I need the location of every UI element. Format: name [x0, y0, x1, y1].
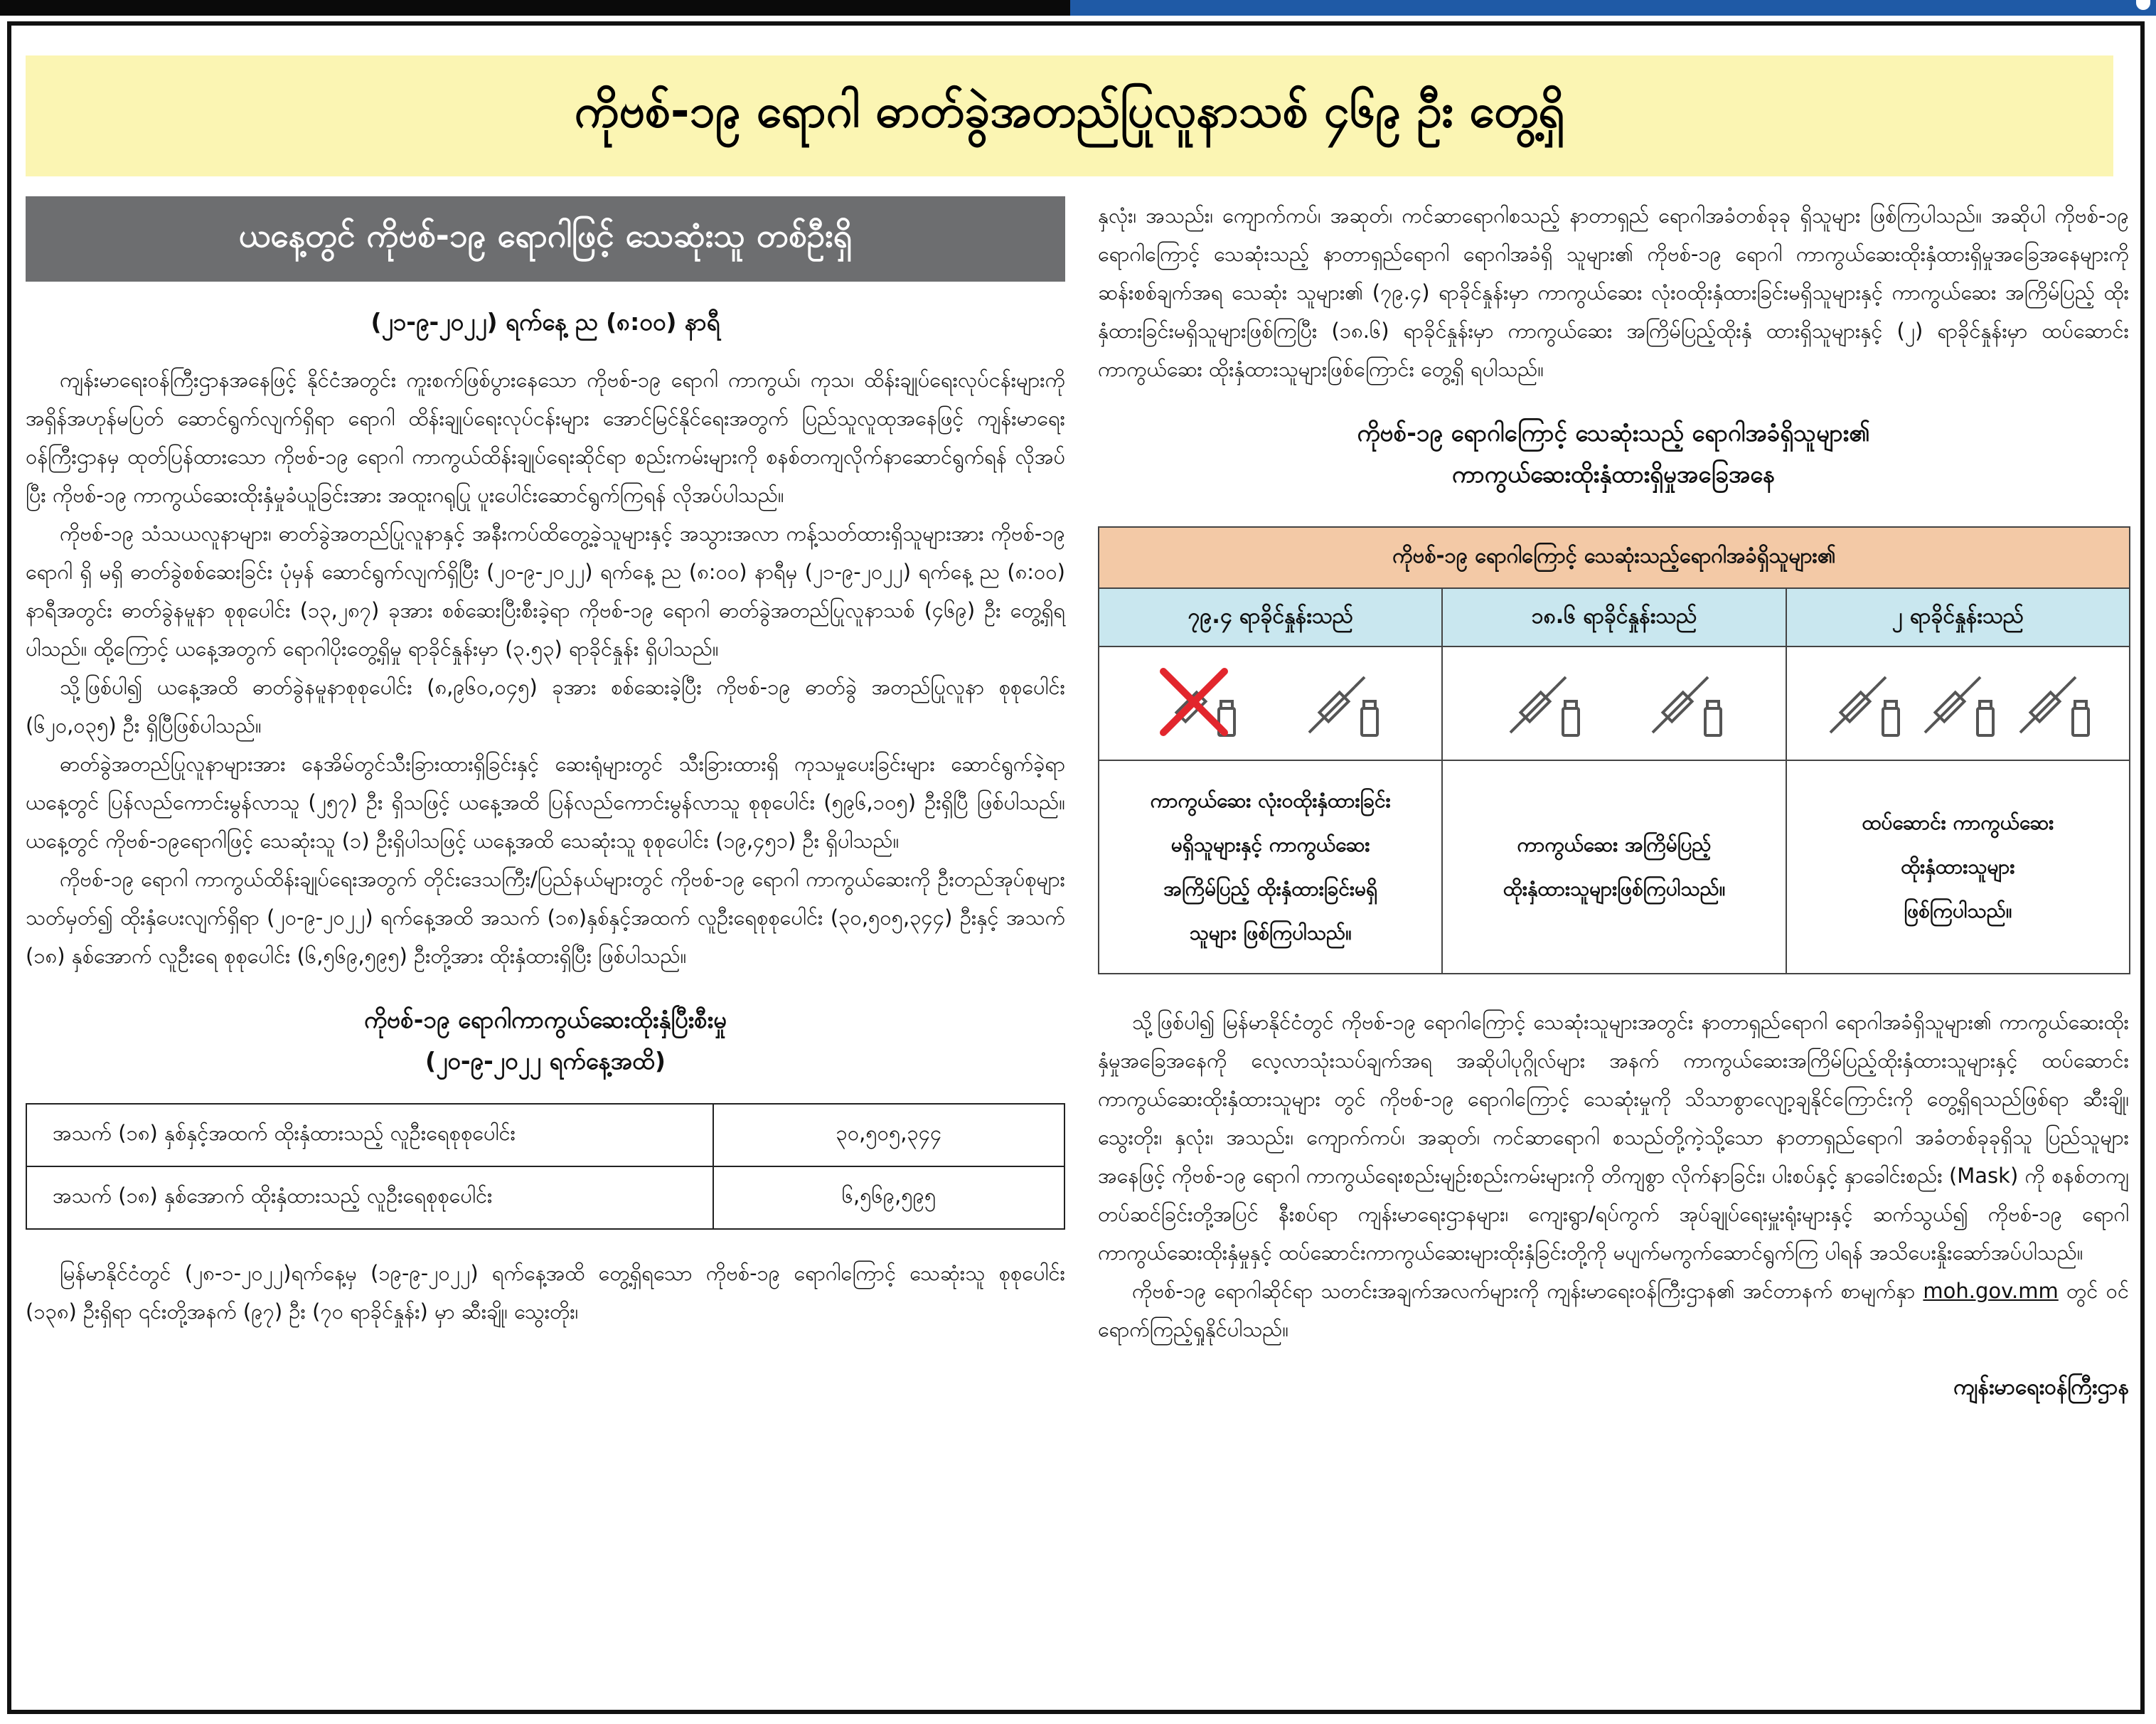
conclusion-paragraph: သို့ဖြစ်ပါ၍ မြန်မာနိုင်ငံတွင် ကိုဗစ်-၁၉ ရောဂါကြောင့် သေဆုံးသူများအတွင်း နာတာရှည်ရောဂါ ရောဂါအခံရှိသူများ၏ ကာကွယ်ဆေးထိုးနှံမှုအခြေအနေကို လေ့လာသုံးသပ်ချက်အရ အဆိုပါပုဂ္ဂိုလ်များ အနက် ကာကွယ်ဆေးအကြိမ်ပြည့်ထိုးနှံထားသူများနှင့် ထပ်ဆောင်းကာကွယ်ဆေးထိုးနှံထားသူများ တွင် ကိုဗစ်-၁၉ ရောဂါကြောင့် သေဆုံးမှုကို သိသာစွာလျော့ချနိုင်ကြောင်းကို တွေ့ရှိရသည်ဖြစ်ရာ ဆီးချို၊ သွေးတိုး၊ နှလုံး၊ အသည်း၊ ကျောက်ကပ်၊ အဆုတ်၊ ကင်ဆာရောဂါ စသည်တို့ကဲ့သို့သော နာတာရှည်ရောဂါ အခံတစ်ခုခုရှိသူ ပြည်သူများအနေဖြင့် ကိုဗစ်-၁၉ ရောဂါ ကာကွယ်ရေးစည်းမျဉ်းစည်းကမ်းများကို တိကျစွာ လိုက်နာခြင်း၊ ပါးစပ်နှင့် နှာခေါင်းစည်း (Mask) ကို စနစ်တကျတပ်ဆင်ခြင်းတို့အပြင် နီးစပ်ရာ ကျန်းမာရေးဌာနများ၊ ကျေးရွာ/ရပ်ကွက် အုပ်ချုပ်ရေးမှူးရုံးများနှင့် ဆက်သွယ်၍ ကိုဗစ်-၁၉ ရောဂါ ကာကွယ်ဆေးထိုးနှံမှုနှင့် ထပ်ဆောင်းကာကွယ်ဆေးများထိုးနှံခြင်းတို့ကို မပျက်မကွက်ဆောင်ရွက်ကြ ပါရန် အသိပေးနှိုးဆော်အပ်ပါသည်။: [1098, 1010, 2129, 1265]
description-line: ထိုးနှံထားသူများ: [1901, 855, 2015, 878]
vaccination-table: [26, 1103, 1065, 1230]
icon-row: [1099, 646, 2129, 760]
closing-paragraph: မြန်မာနိုင်ငံတွင် (၂၈-၁-၂၀၂၂)ရက်နေ့မှ (၁၉-၉-၂၀၂၂) ရက်နေ့အထိ တွေ့ရှိရသော ကိုဗစ်-၁၉ ရောဂါကြောင့် သေဆုံးသူ စုစုပေါင်း (၁၃၈) ဦးရှိရာ ၎င်းတို့အနက် (၉၇) ဦး (၇၀ ရာခိုင်နှုန်း) မှာ ဆီးချို၊ သွေးတိုး၊: [26, 1261, 1065, 1324]
syringe-icon: [1299, 664, 1384, 743]
row-value: ၃၀,၅၀၅,၃၄၄: [713, 1104, 1064, 1166]
signature: ကျန်းမာရေးဝန်ကြီးဌာန: [1953, 1375, 2129, 1400]
row-label: အသက် (၁၈) နှစ်နှင့်အထက် ထိုးနှံထားသည့် လူဦးရေစုစုပေါင်း: [26, 1104, 713, 1166]
moh-website-link[interactable]: moh.gov.mm: [1923, 1279, 2059, 1303]
info-paragraph: [1098, 1272, 2129, 1348]
section-title: [1098, 413, 2129, 495]
paragraph: သို့ဖြစ်ပါ၍ ယနေ့အထိ ဓာတ်ခွဲနမူနာစုစုပေါင်း (၈,၉၆၀,၀၄၅) ခုအား စစ်ဆေးခဲ့ပြီး ကိုဗစ်-၁၉ ဓာတ်ခွဲ အတည်ပြုလူနာ စုစုပေါင်း (၆၂၀,၀၃၅) ဦး ရှိပြီဖြစ်ပါသည်။: [26, 675, 1065, 738]
description-line: အကြိမ်ပြည့် ထိုးနှံထားခြင်းမရှိ: [1163, 877, 1378, 900]
vaccine-table-title: [26, 999, 1065, 1082]
description-line: ထပ်ဆောင်း ကာကွယ်ဆေး: [1862, 811, 2054, 834]
info-text-before: ကိုဗစ်-၁၉ ရောဂါဆိုင်ရာ သတင်းအချက်အလက်များကို ကျန်းမာရေးဝန်ကြီးဌာန၏ အင်တာနက် စာမျက်နှာ: [1132, 1279, 1923, 1303]
paragraph: ကျန်းမာရေးဝန်ကြီးဌာနအနေဖြင့် နိုင်ငံအတွင်း ကူးစက်ဖြစ်ပွားနေသော ကိုဗစ်-၁၉ ရောဂါ ကာကွယ်၊ ကုသ၊ ထိန်းချုပ်ရေးလုပ်ငန်းများကို အရှိန်အဟုန်မပြတ် ဆောင်ရွက်လျက်ရှိရာ ရောဂါ ထိန်းချုပ်ရေးလုပ်ငန်းများ အောင်မြင်နိုင်ရေးအတွက် ပြည်သူလူထုအနေဖြင့် ကျန်းမာရေးဝန်ကြီးဌာနမှ ထုတ်ပြန်ထားသော ကိုဗစ်-၁၉ ရောဂါ ကာကွယ်ထိန်းချုပ်ရေးဆိုင်ရာ စည်းကမ်းများကို စနစ်တကျလိုက်နာဆောင်ရွက်ရန် လိုအပ်ပြီး ကိုဗစ်-၁၉ ကာကွယ်ဆေးထိုးနှံမှုခံယူခြင်းအား အထူးဂရုပြု ပူးပေါင်းဆောင်ရွက်ကြရန် လိုအပ်ပါသည်။: [26, 368, 1065, 507]
description-line: ကာကွယ်ဆေး အကြိမ်ပြည့်: [1517, 833, 1712, 856]
syringe-icon: [1915, 664, 2000, 743]
description-cell: [1787, 760, 2129, 973]
icon-cell: [1787, 646, 2129, 760]
top-blue-bar: [1070, 0, 2156, 16]
table-row: [26, 1166, 1064, 1229]
icon-cell: [1443, 646, 1786, 760]
paragraph: ကိုဗစ်-၁၉ ရောဂါ ကာကွယ်ထိန်းချုပ်ရေးအတွက် တိုင်းဒေသကြီး/ပြည်နယ်များတွင် ကိုဗစ်-၁၉ ရောဂါ ကာကွယ်ဆေးကို ဦးတည်အုပ်စုများသတ်မှတ်၍ ထိုးနှံပေးလျက်ရှိရာ (၂၀-၉-၂၀၂၂) ရက်နေ့အထိ အသက် (၁၈)နှစ်နှင့်အထက် လူဦးရေစုစုပေါင်း (၃၀,၅၀၅,၃၄၄) ဦးနှင့် အသက် (၁၈) နှစ်အောက် လူဦးရေ စုစုပေါင်း (၆,၅၆၉,၅၉၅) ဦးတို့အား ထိုးနှံထားရှိပြီး ဖြစ်ပါသည်။: [26, 867, 1065, 968]
description-cell: [1099, 760, 1443, 973]
paragraph: ကိုဗစ်-၁၉ သံသယလူနာများ၊ ဓာတ်ခွဲအတည်ပြုလူနာနှင့် အနီးကပ်ထိတွေ့ခဲ့သူများနှင့် အသွားအလာ ကန့်သတ်ထားရှိသူများအား ကိုဗစ်-၁၉ ရောဂါ ရှိ မရှိ ဓာတ်ခွဲစစ်ဆေးခြင်း ပုံမှန် ဆောင်ရွက်လျက်ရှိပြီး (၂၀-၉-၂၀၂၂) ရက်နေ့ ည (၈:၀၀) နာရီမှ (၂၁-၉-၂၀၂၂) ရက်နေ့ ည (၈:၀၀) နာရီအတွင်း ဓာတ်ခွဲနမူနာ စုစုပေါင်း (၁၃,၂၈၇) ခုအား စစ်ဆေးပြီးစီးခဲ့ရာ ကိုဗစ်-၁၉ ရောဂါ ဓာတ်ခွဲအတည်ပြုလူနာသစ် (၄၆၉) ဦး တွေ့ရှိရပါသည်။ ထို့ကြောင့် ယနေ့အတွက် ရောဂါပိုးတွေ့ရှိမှု ရာခိုင်နှုန်းမှာ (၃.၅၃) ရာခိုင်နှုန်း ရှိပါသည်။: [26, 521, 1065, 661]
vaccination-infographic: [1098, 526, 2130, 974]
vaccine-title-line-2: (၂၀-၉-၂၀၂၂ ရက်နေ့အထိ): [425, 1047, 666, 1075]
info-text-after: တွင် ဝင်ရောက်ကြည့်ရှုနိုင်ပါသည်။: [1098, 1279, 2129, 1341]
syringe-icon: [1500, 664, 1586, 743]
description-line: သူများ ဖြစ်ကြပါသည်။: [1189, 921, 1352, 945]
description-row: [1099, 760, 2129, 973]
description-line: ထိုးနှံထားသူများဖြစ်ကြပါသည်။: [1503, 877, 1726, 900]
table-row: [26, 1104, 1064, 1166]
description-cell: [1443, 760, 1786, 973]
syringe-icon: [1643, 664, 1728, 743]
percent-cell: ၇၉.၄ ရာခိုင်နှုန်းသည်: [1099, 587, 1443, 646]
section-title-line-2: ကာကွယ်ဆေးထိုးနှံထားရှိမှုအခြေအနေ: [1451, 460, 1776, 488]
icon-cell: [1099, 646, 1443, 760]
headline: ကိုဗစ်-၁၉ ရောဂါ ဓာတ်ခွဲအတည်ပြုလူနာသစ် ၄၆၉ ဦး တွေ့ရှိ: [26, 55, 2113, 176]
vaccine-title-line-1: ကိုဗစ်-၁၉ ရောဂါကာကွယ်ဆေးထိုးနှံပြီးစီးမှု: [364, 1006, 727, 1033]
syringe-icon: [2010, 664, 2096, 743]
left-column: [26, 196, 1065, 1331]
description-line: ဖြစ်ကြပါသည်။: [1904, 899, 2012, 922]
section-title-line-1: ကိုဗစ်-၁၉ ရောဂါကြောင့် သေဆုံးသည့် ရောဂါအခံရှိသူများ၏: [1357, 419, 1870, 447]
infographic-header: ကိုဗစ်-၁၉ ရောဂါကြောင့် သေဆုံးသည့်ရောဂါအခံရှိသူများ၏: [1099, 528, 2129, 587]
crossed-syringe-icon: [1156, 664, 1242, 743]
paragraph: ဓာတ်ခွဲအတည်ပြုလူနာများအား နေအိမ်တွင်သီးခြားထားရှိခြင်းနှင့် ဆေးရုံများတွင် သီးခြားထားရှိ ကုသမှုပေးခြင်းများ ဆောင်ရွက်ခဲ့ရာ ယနေ့တွင် ပြန်လည်ကောင်းမွန်လာသူ (၂၅၇) ဦး ရှိသဖြင့် ယနေ့အထိ ပြန်လည်ကောင်းမွန်လာသူ စုစုပေါင်း (၅၉၆,၁၀၅) ဦးရှိပြီ ဖြစ်ပါသည်။ ယနေ့တွင် ကိုဗစ်-၁၉ရောဂါဖြင့် သေဆုံးသူ (၁) ဦးရှိပါသဖြင့် ယနေ့အထိ သေဆုံးသူ စုစုပေါင်း (၁၉,၄၅၁) ဦး ရှိပါသည်။: [26, 752, 1065, 853]
dateline: (၂၁-၉-၂၀၂၂) ရက်နေ့ ည (၈:၀၀) နာရီ: [370, 308, 720, 336]
row-label: အသက် (၁၈) နှစ်အောက် ထိုးနှံထားသည့် လူဦးရေစုစုပေါင်း: [26, 1166, 713, 1229]
intro-paragraph: နှလုံး၊ အသည်း၊ ကျောက်ကပ်၊ အဆုတ်၊ ကင်ဆာရောဂါစသည့် နာတာရှည် ရောဂါအခံတစ်ခုခု ရှိသူများ ဖြစ်ကြပါသည်။ အဆိုပါ ကိုဗစ်-၁၉ ရောဂါကြောင့် သေဆုံးသည့် နာတာရှည်ရောဂါ ရောဂါအခံရှိ သူများ၏ ကိုဗစ်-၁၉ ရောဂါ ကာကွယ်ဆေးထိုးနှံထားရှိမှုအခြေအနေများကို ဆန်းစစ်ချက်အရ သေဆုံး သူများ၏ (၇၉.၄) ရာခိုင်နှုန်းမှာ ကာကွယ်ဆေး လုံးဝထိုးနှံထားခြင်းမရှိသူများနှင့် ကာကွယ်ဆေး အကြိမ်ပြည့် ထိုးနှံထားခြင်းမရှိသူများဖြစ်ကြပြီး (၁၈.၆) ရာခိုင်နှုန်းမှာ ကာကွယ်ဆေး အကြိမ်ပြည့်ထိုးနှံ ထားရှိသူများနှင့် (၂) ရာခိုင်နှုန်းမှာ ထပ်ဆောင်းကာကွယ်ဆေး ထိုးနှံထားသူများဖြစ်ကြောင်း တွေ့ရှိ ရပါသည်။: [1098, 203, 2129, 381]
percent-cell: ၂ ရာခိုင်နှုန်းသည်: [1787, 587, 2129, 646]
description-line: မရှိသူများနှင့် ကာကွယ်ဆေး: [1170, 833, 1370, 856]
right-column: [1098, 196, 2129, 1405]
subhead: ယနေ့တွင် ကိုဗစ်-၁၉ ရောဂါဖြင့် သေဆုံးသူ တစ်ဦးရှိ: [26, 196, 1065, 282]
syringe-icon: [1820, 664, 1906, 743]
percent-cell: ၁၈.၆ ရာခိုင်နှုန်းသည်: [1443, 587, 1786, 646]
row-value: ၆,၅၆၉,၅၉၅: [713, 1166, 1064, 1229]
description-line: ကာကွယ်ဆေး လုံးဝထိုးနှံထားခြင်း: [1150, 789, 1391, 812]
percent-row: [1099, 587, 2129, 646]
